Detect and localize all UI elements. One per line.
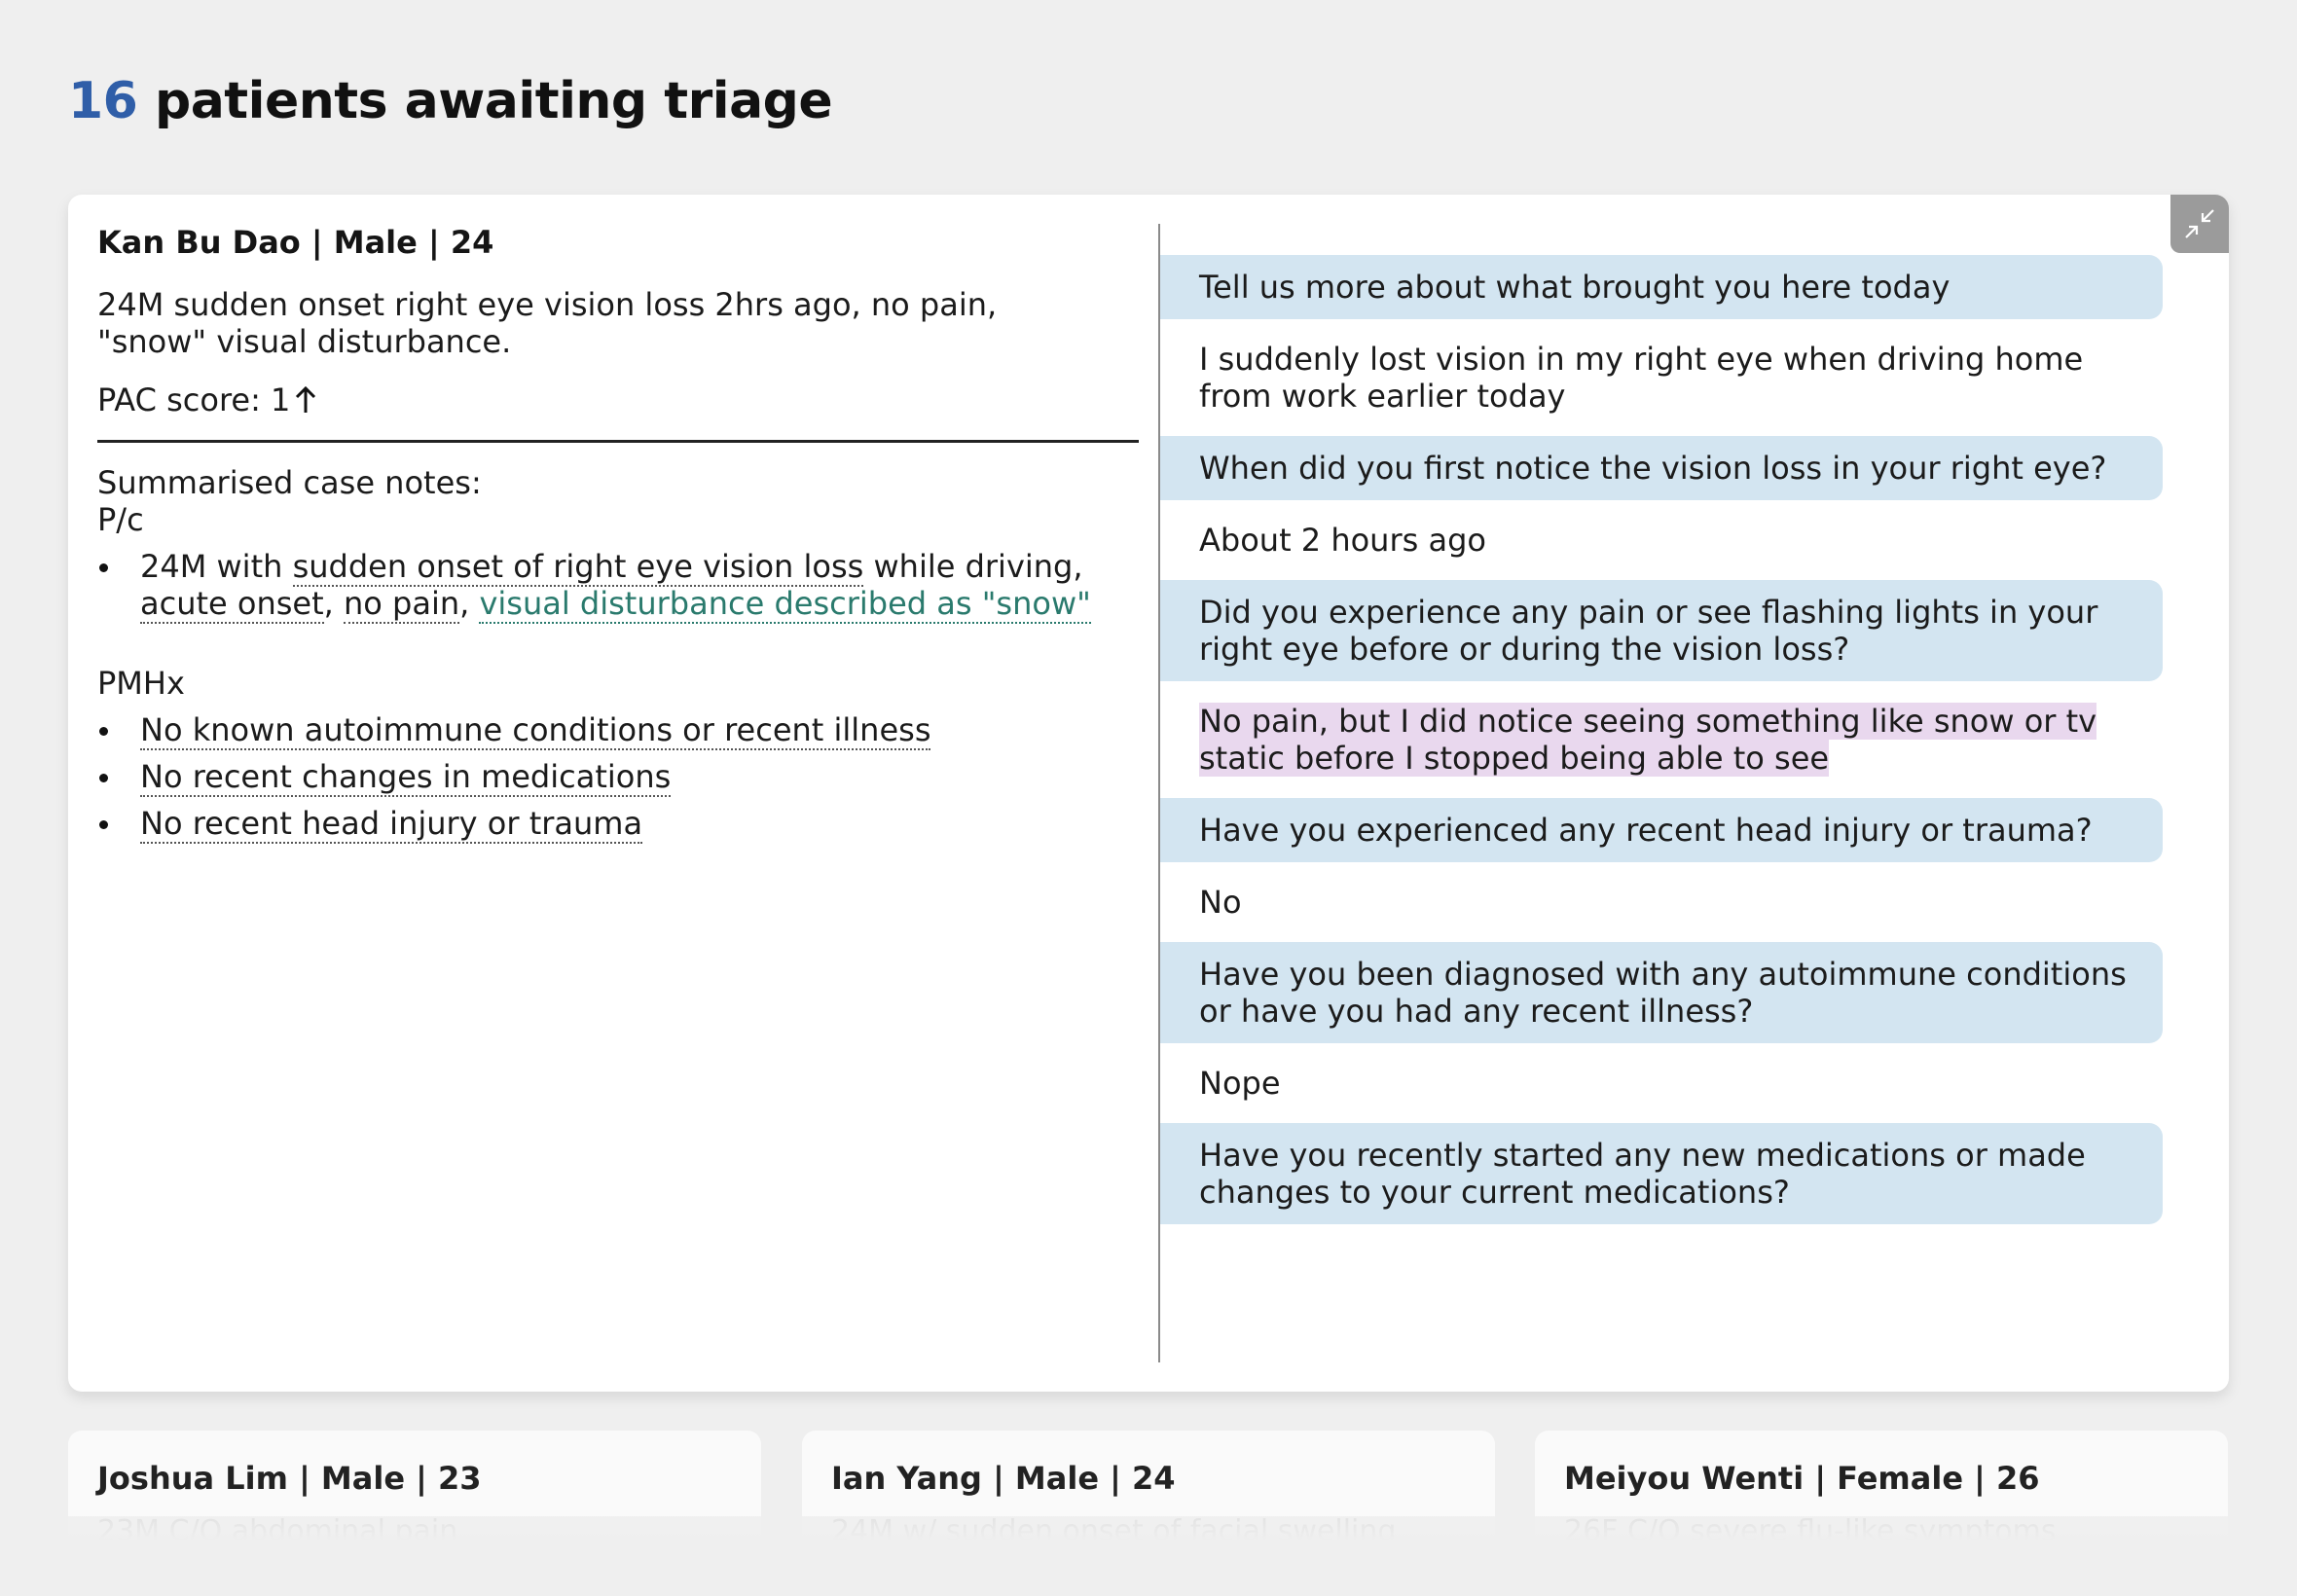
evidence-link[interactable]: No recent head injury or trauma <box>140 805 643 842</box>
pmhx-heading: PMHx <box>97 665 185 702</box>
case-notes <box>97 464 1139 842</box>
chat-answer: No <box>1199 884 1242 921</box>
evidence-link[interactable]: acute onset <box>140 585 324 622</box>
chat-answer: Nope <box>1199 1065 1281 1102</box>
chat-question: Have you experienced any recent head injury or trauma? <box>1160 798 2163 862</box>
patient-name: Joshua Lim | Male | 23 <box>97 1460 482 1497</box>
patient-name: Ian Yang | Male | 24 <box>831 1460 1176 1497</box>
active-patient-card[interactable] <box>68 195 2229 1392</box>
patient-count: 16 <box>68 72 138 130</box>
chat-question: Have you recently started any new medications or made changes to your current medications? <box>1160 1123 2163 1224</box>
evidence-link[interactable]: no pain <box>344 585 460 622</box>
patient-name: Kan Bu Dao | Male | 24 <box>97 224 494 261</box>
evidence-link[interactable]: No recent changes in medications <box>140 758 672 795</box>
chat-answer-highlighted <box>1160 687 2163 792</box>
pc-heading: P/c <box>97 501 144 538</box>
evidence-link-active[interactable]: visual disturbance described as "snow" <box>479 585 1091 622</box>
list-item <box>97 805 1139 842</box>
note-text: while driving, <box>863 548 1083 585</box>
arrow-up-icon <box>294 385 317 415</box>
highlighted-answer-text: No pain, but I did notice seeing something like snow or tv static before I stopped being able to see <box>1199 703 2097 777</box>
evidence-link[interactable]: sudden onset of right eye vision loss <box>292 548 864 585</box>
chat-question: Have you been diagnosed with any autoimmune conditions or have you had any recent illness? <box>1160 942 2163 1043</box>
chat-question: Tell us more about what brought you here today <box>1160 255 2163 319</box>
chat-question: When did you first notice the vision loss in your right eye? <box>1160 436 2163 500</box>
page-title-text: patients awaiting triage <box>154 72 833 130</box>
note-text: , <box>459 585 480 622</box>
pmhx-list <box>97 711 1139 842</box>
note-text: 24M with <box>140 548 293 585</box>
chat-question: Did you experience any pain or see flashing lights in your right eye before or during the vision loss? <box>1160 580 2163 681</box>
chat-answer: About 2 hours ago <box>1199 522 1486 559</box>
collapse-icon <box>2183 207 2216 240</box>
list-item <box>97 711 1139 748</box>
chat-transcript[interactable] <box>1160 255 2163 1224</box>
patient-summary-panel <box>97 224 1139 852</box>
pac-score <box>97 381 1139 418</box>
evidence-link[interactable]: No known autoimmune conditions or recent illness <box>140 711 931 748</box>
collapse-button[interactable] <box>2170 195 2229 253</box>
patient-name: Meiyou Wenti | Female | 26 <box>1564 1460 2040 1497</box>
patient-summary: 24M sudden onset right eye vision loss 2hrs ago, no pain, "snow" visual disturbance. <box>97 286 998 360</box>
page-title <box>68 72 832 130</box>
scroll-fade-overlay <box>0 1516 2297 1596</box>
list-item <box>97 548 1139 622</box>
section-divider <box>97 440 1139 443</box>
pac-score-label: PAC score: 1 <box>97 381 291 418</box>
note-text: , <box>323 585 344 622</box>
pc-list <box>97 548 1139 622</box>
list-item <box>97 758 1139 795</box>
case-notes-heading: Summarised case notes: <box>97 464 482 501</box>
chat-answer: I suddenly lost vision in my right eye when driving home from work earlier today <box>1199 341 2084 415</box>
